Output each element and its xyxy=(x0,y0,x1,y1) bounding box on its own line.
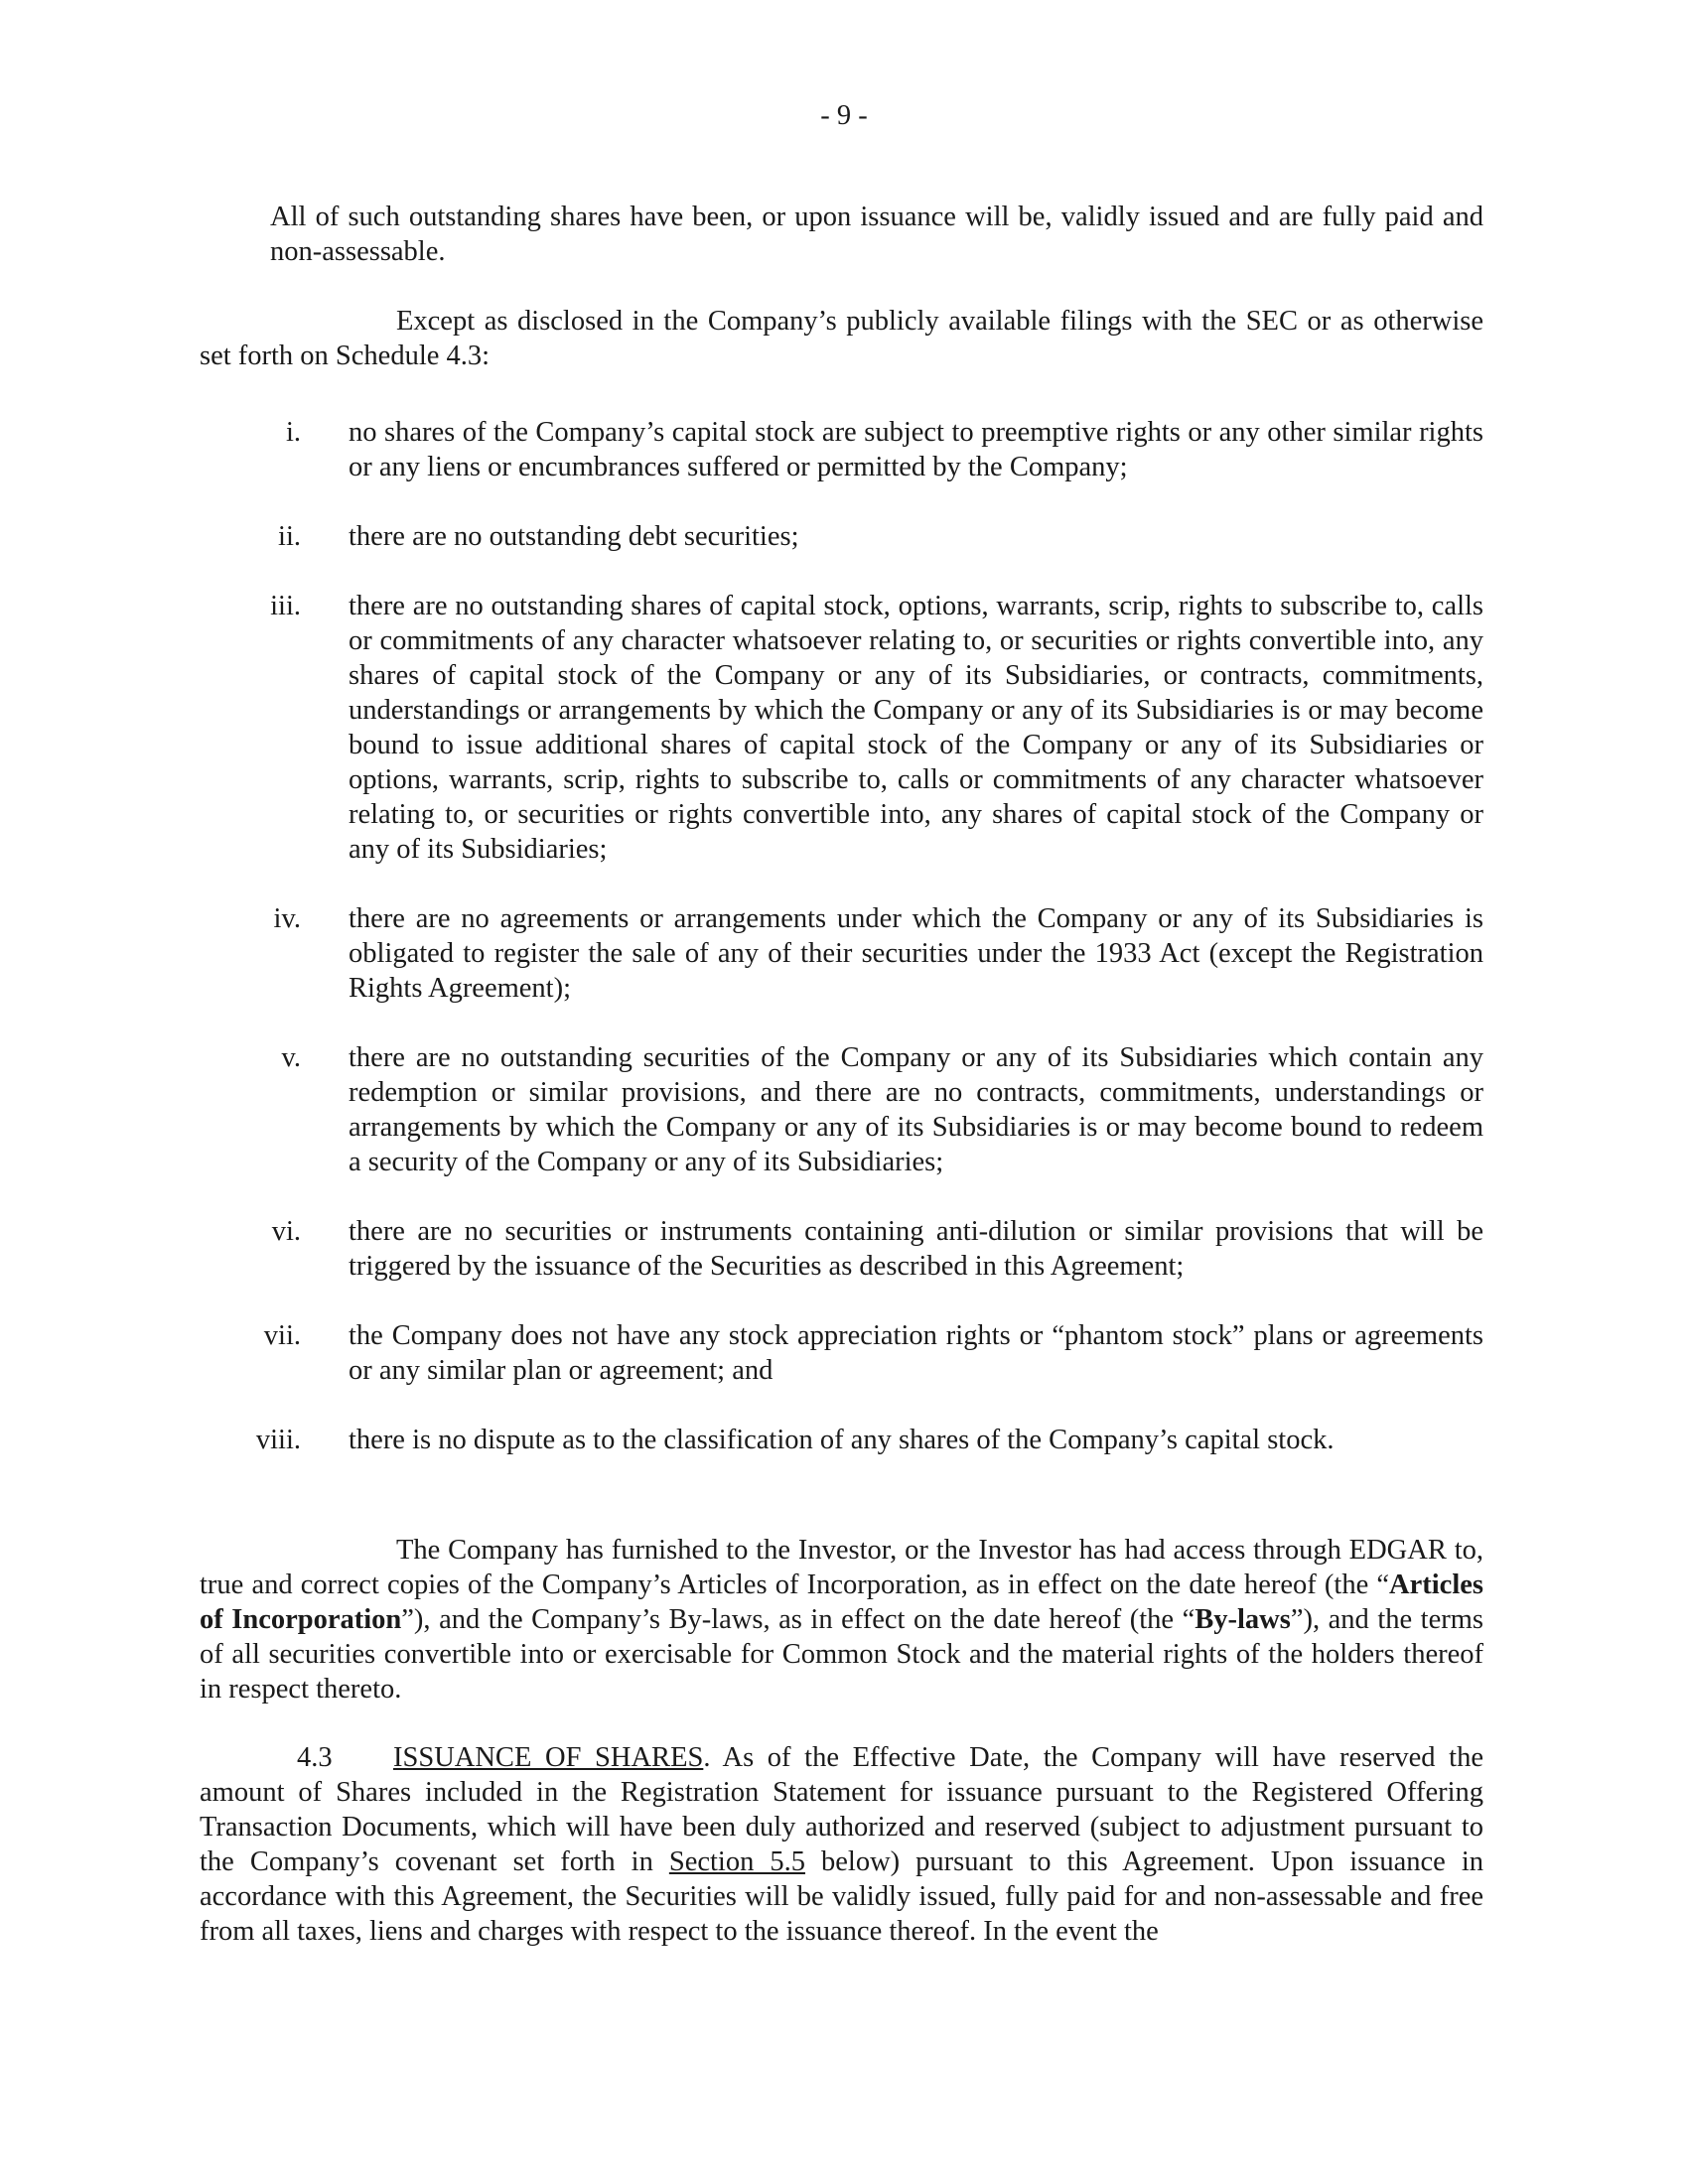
issuance-text-2: below) pursuant to this Agreement. Upon issuance in accordance with this Agreement, the Securities will be validly issued, fully paid for and non-assessable and free from all taxes, liens and charges with respect to the issuance thereof. In the event the xyxy=(200,1846,1483,1947)
list-item xyxy=(200,415,1483,484)
list-item-number: i. xyxy=(285,417,301,448)
page-number: - 9 - xyxy=(820,100,868,131)
defined-term-articles: Articles of Incorporation xyxy=(200,1570,1483,1635)
list-item-text: there is no dispute as to the classification of any shares of the Company’s capital stock. xyxy=(349,1425,1335,1455)
issuance-text-1: . As of the Effective Date, the Company will have reserved the amount of Shares included in the Registration Statement for issuance pursuant to the Registered Offering Transaction Documents, which will have been duly authorized and reserved (subject to adjustment pursuant to the Company’s covenant set forth in xyxy=(200,1742,1483,1877)
list-item xyxy=(200,1318,1483,1388)
list-item xyxy=(200,519,1483,554)
list-item xyxy=(200,901,1483,1006)
issuance-paragraph xyxy=(200,1740,1483,1949)
articles-text-1: The Company has furnished to the Investor, or the Investor has had access through EDGAR to, true and correct copies of the Company’s Articles of Incorporation, as in effect on the date hereof (the “ xyxy=(200,1535,1483,1600)
list-item xyxy=(200,1423,1483,1457)
list-item-number: iii. xyxy=(270,591,301,621)
list-item-text: there are no outstanding shares of capital stock, options, warrants, scrip, rights to subscribe to, calls or commitments of any character whatsoever relating to, or securities or rights convertible into, any shares of capital stock of the Company or any of its Subsidiaries, or contracts, commitments, understandings or arrangements by which the Company or any of its Subsidiaries is or may become bound to issue additional shares of capital stock of the Company or any of its Subsidiaries or options, warrants, scrip, rights to subscribe to, calls or commitments of any character whatsoever relating to, or securities or rights convertible into, any shares of capital stock of the Company or any of its Subsidiaries; xyxy=(349,591,1483,865)
list-item-number: v. xyxy=(281,1042,301,1073)
list-item-number: iv. xyxy=(273,903,301,934)
section-heading: ISSUANCE OF SHARES xyxy=(393,1742,704,1773)
articles-text-2: ”), and the Company’s By-laws, as in effect on the date hereof (the “ xyxy=(401,1604,1196,1635)
list-item-number: vi. xyxy=(271,1216,301,1247)
list-item xyxy=(200,1214,1483,1284)
list-item-number: ii. xyxy=(278,521,301,552)
list-item xyxy=(200,1040,1483,1179)
intro-paragraph: Except as disclosed in the Company’s publicly available filings with the SEC or as otherwise set forth on Schedule 4.3: xyxy=(200,306,1483,371)
continuation-paragraph: All of such outstanding shares have been, or upon issuance will be, validly issued and are fully paid and non-assessable. xyxy=(270,202,1483,267)
list-item-text: there are no agreements or arrangements under which the Company or any of its Subsidiaries is obligated to register the sale of any of their securities under the 1933 Act (except the Registration Rights Agreement); xyxy=(349,903,1483,1004)
list-item-number: vii. xyxy=(263,1320,301,1351)
list-item-text: the Company does not have any stock appreciation rights or “phantom stock” plans or agreements or any similar plan or agreement; and xyxy=(349,1320,1483,1386)
list-item xyxy=(200,589,1483,867)
list-item-text: there are no securities or instruments containing anti-dilution or similar provisions that will be triggered by the issuance of the Securities as described in this Agreement; xyxy=(349,1216,1483,1282)
exceptions-list xyxy=(200,415,1483,1492)
articles-paragraph xyxy=(200,1533,1483,1706)
list-item-text: no shares of the Company’s capital stock are subject to preemptive rights or any other similar rights or any liens or encumbrances suffered or permitted by the Company; xyxy=(349,417,1483,482)
list-item-number: viii. xyxy=(255,1425,301,1455)
list-item-text: there are no outstanding debt securities; xyxy=(349,521,799,552)
articles-text-3: ”), and the terms of all securities convertible into or exercisable for Common Stock and the material rights of the holders thereof in respect thereto. xyxy=(200,1604,1483,1705)
section-reference: Section 5.5 xyxy=(668,1846,805,1877)
defined-term-bylaws: By-laws xyxy=(1195,1604,1291,1635)
list-item-text: there are no outstanding securities of the Company or any of its Subsidiaries which contain any redemption or similar provisions, and there are no contracts, commitments, understandings or arrangements by which the Company or any of its Subsidiaries is or may become bound to redeem a security of the Company or any of its Subsidiaries; xyxy=(349,1042,1483,1177)
section-number: 4.3 xyxy=(297,1742,333,1773)
